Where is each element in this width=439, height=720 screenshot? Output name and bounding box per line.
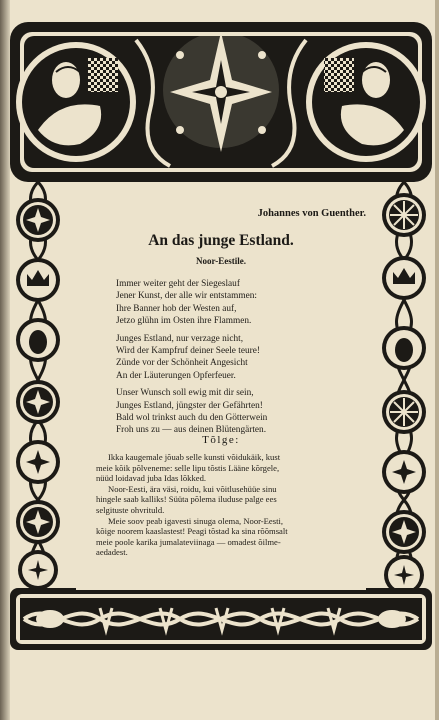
poem-body <box>116 278 366 442</box>
harpist-medallion-left <box>16 42 136 162</box>
stanza <box>116 278 366 328</box>
translation-paragraph <box>96 452 358 484</box>
text-panel <box>76 200 366 590</box>
translation-line: meie kõik põlveneme: selle lipu tõstis Lääne kõrgele, <box>96 462 280 473</box>
translation-line: Ikka kaugemale jõuab selle kunsti võidukäik, kust <box>108 452 281 462</box>
poem-line: Unser Wunsch soll ewig mit dir sein, <box>116 388 254 399</box>
footer-ornament <box>10 588 432 650</box>
poem-line: Jetzo glühn im Osten ihre Flammen. <box>116 316 252 327</box>
author-name: Johannes von Guenther. <box>257 208 366 219</box>
poem-subtitle: Noor-Eestile. <box>196 256 246 266</box>
header-ornament <box>10 22 432 182</box>
translation-line: Meie soov peab igavesti sinuga olema, Noor-Eesti, <box>108 515 284 526</box>
translation-line: nüüd loidavad juba Idas lõkked. <box>96 473 207 484</box>
translation-line: selgituste ohvrituld. <box>96 504 165 515</box>
stanza <box>116 333 366 383</box>
translation-heading: Tõlge: <box>202 434 240 446</box>
translation-paragraph <box>96 484 358 516</box>
translation-line: Noor-Eesti, ära väsi, roidu, kui võitlusehüüe sinu <box>108 483 277 494</box>
poem-line: Junges Estland, jüngster der Gefährten! <box>116 400 263 411</box>
poem-line: Zünde vor der Schönheit Angesicht <box>116 358 248 369</box>
translation-line: kõige noorem kaaslastest! Peagi tõstad ka sina rõõmsalt <box>96 526 288 537</box>
poem-line: Ihre Banner hob der Westen auf, <box>116 303 237 314</box>
poem-line: Immer weiter geht der Siegeslauf <box>116 279 240 289</box>
harpist-medallion-right <box>306 42 426 162</box>
translation-line: meie poole karika jumalateviinaga — omadest õilme- <box>96 536 281 547</box>
left-medallion-column <box>16 182 60 590</box>
poem-line: Junges Estland, nur verzage nicht, <box>116 333 244 344</box>
poem-line: Wird der Kampfruf deiner Seele teure! <box>116 346 260 357</box>
poem-line: Bald wol trinkst auch du den Götterwein <box>116 413 268 424</box>
translation-line: aedadest. <box>96 547 128 558</box>
translation-paragraph <box>96 516 358 558</box>
poem-line: Jener Kunst, der alle wir entstammen: <box>116 291 257 302</box>
poem-title: An das junge Estland. <box>148 232 294 249</box>
poem-line: An der Läuterungen Opferfeuer. <box>116 370 236 381</box>
right-medallion-column <box>382 182 426 595</box>
stanza <box>116 387 366 437</box>
translation-body <box>96 452 358 558</box>
translation-line: hingele saab kalliks! Süüta põlema iluduse palge ees <box>96 494 277 505</box>
poem-line: Froh uns zu — aus deinen Blütengärten. <box>116 425 267 436</box>
